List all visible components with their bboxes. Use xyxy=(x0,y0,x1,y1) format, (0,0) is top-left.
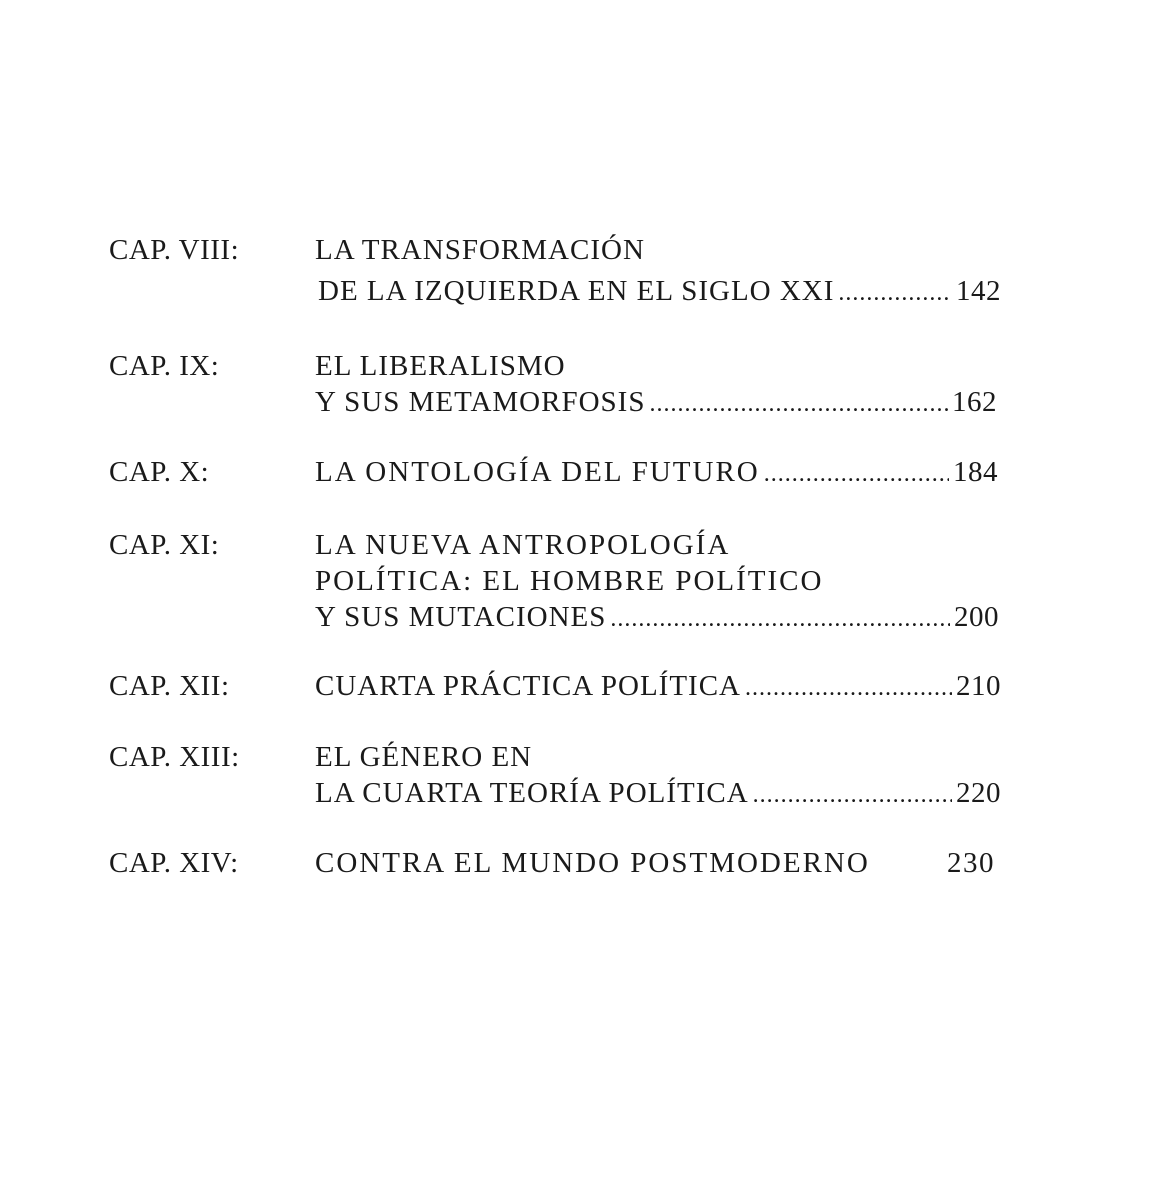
chapter-title xyxy=(315,739,1001,811)
chapter-title-line: POLÍTICA: EL HOMBRE POLÍTICO xyxy=(315,565,824,597)
page-number: 184 xyxy=(953,456,998,488)
chapter-title xyxy=(315,845,995,881)
page-number: 230 xyxy=(947,847,995,879)
chapter-number: CAP. VIII: xyxy=(109,234,240,266)
chapter-title-last-line xyxy=(315,384,997,420)
chapter-title-last-line xyxy=(315,668,1001,704)
chapter-title xyxy=(315,232,1001,309)
chapter-title-line: LA NUEVA ANTROPOLOGÍA xyxy=(315,529,731,561)
chapter-title-line: Y SUS MUTACIONES xyxy=(315,601,607,633)
chapter-title-last-line xyxy=(315,599,999,635)
chapter-title-line: LA CUARTA TEORÍA POLÍTICA xyxy=(315,777,749,809)
chapter-number: CAP. XI: xyxy=(109,529,220,561)
chapter-title-line: EL LIBERALISMO xyxy=(315,350,566,382)
chapter-title xyxy=(315,348,997,420)
chapter-title-line: Y SUS METAMORFOSIS xyxy=(315,386,646,418)
chapter-number: CAP. XIII: xyxy=(109,741,240,773)
chapter-title-line: CONTRA EL MUNDO POSTMODERNO xyxy=(315,847,870,879)
chapter-title-last-line xyxy=(315,454,998,490)
page-number: 210 xyxy=(956,670,1001,702)
page-number: 162 xyxy=(952,386,997,418)
chapter-title xyxy=(315,668,1001,704)
chapter-number: CAP. XII: xyxy=(109,670,230,702)
chapter-number: CAP. IX: xyxy=(109,350,220,382)
dot-leader xyxy=(764,456,949,492)
chapter-title-last-line xyxy=(315,775,1001,811)
chapter-title-last-line xyxy=(315,845,995,881)
page-number: 200 xyxy=(954,601,999,633)
dot-leader xyxy=(610,601,950,637)
chapter-number: CAP. X: xyxy=(109,456,210,488)
page-number: 142 xyxy=(956,275,1001,307)
dot-leader xyxy=(649,386,948,422)
chapter-title-line: LA ONTOLOGÍA DEL FUTURO xyxy=(315,456,760,488)
dot-leader xyxy=(838,275,952,311)
chapter-title xyxy=(315,527,999,635)
chapter-title xyxy=(315,454,998,490)
chapter-title-last-line xyxy=(315,273,1001,309)
dot-leader xyxy=(745,670,952,706)
chapter-title-line: EL GÉNERO EN xyxy=(315,741,533,773)
page-number: 220 xyxy=(956,777,1001,809)
chapter-title-line: CUARTA PRÁCTICA POLÍTICA xyxy=(315,670,741,702)
chapter-title-line: LA TRANSFORMACIÓN xyxy=(315,234,645,266)
chapter-title-line: DE LA IZQUIERDA EN EL SIGLO XXI xyxy=(318,275,835,307)
dot-leader xyxy=(753,777,952,813)
chapter-number: CAP. XIV: xyxy=(109,847,239,879)
